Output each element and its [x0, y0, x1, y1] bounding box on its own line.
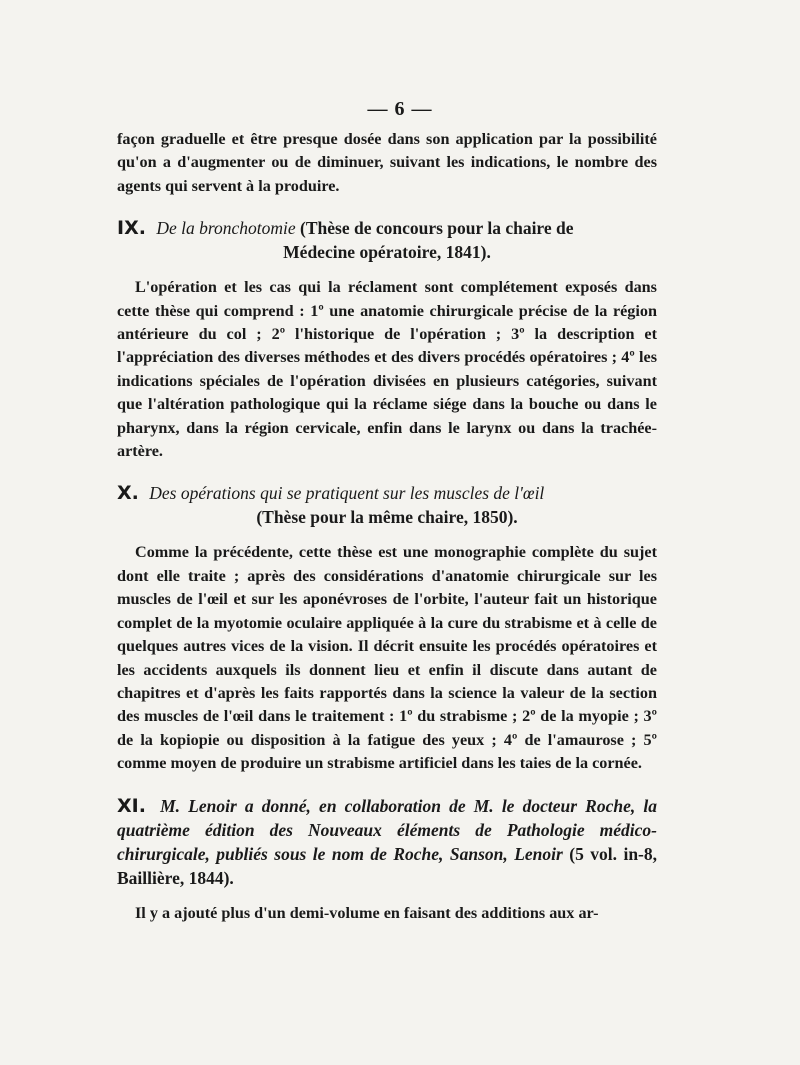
text-column: [117, 128, 657, 925]
section-ix-heading: [117, 216, 657, 240]
section-ix-note-2: Médecine opératoire, 1841).: [283, 242, 491, 263]
page-number: — 6 —: [367, 98, 433, 120]
section-xi-body: Il y a ajouté plus d'un demi-volume en faisant des additions aux ar-: [135, 903, 599, 922]
section-x-note: (Thèse pour la même chaire, 1850).: [256, 507, 518, 528]
intro-paragraph: façon graduelle et être presque dosée dans son application par la possibilité qu'on a d'augmenter ou de diminuer, suivant les indications, le nombre des agents qui servent à la produire.: [117, 130, 657, 195]
section-x: [117, 481, 657, 775]
section-ix-number: IX.: [117, 217, 146, 240]
section-ix: [117, 216, 657, 463]
section-x-heading: [117, 481, 657, 505]
section-xi-number: XI.: [117, 794, 146, 817]
section-ix-note-1: (Thèse de concours pour la chaire de: [300, 218, 574, 239]
section-xi-title: M. Lenoir a donné, en collaboration de M. le docteur Roche, la quatrième édition des Nouveaux éléments de Pathologie médico-chirurgicale, publiés sous le nom de Roche, Sanson, Lenoir: [117, 795, 657, 864]
section-xi-note: (5 vol. in-8, Baillière, 1844).: [117, 843, 658, 888]
section-x-number: X.: [117, 482, 139, 505]
section-ix-title: De la bronchotomie: [156, 218, 296, 239]
section-x-body: Comme la précédente, cette thèse est une monographie complète du sujet dont elle traite ; après des considérations d'anatomie chirurgicale sur les muscles de l'œil et sur les aponévroses de l'orbite, l'auteur fait un historique complet de la myotomie oculaire appliquée à la cure du strabisme et à celle de quelques autres vices de la vision. Il décrit ensuite les procédés opératoires et les accidents auxquels ils donnent lieu et enfin il discute dans autant de chapitres et d'après les faits rapportés dans la science la valeur de la section des muscles de l'œil dans le traitement : 1º du strabisme ; 2º de la myopie ; 3º de la kopiopie ou disposition à la fatigue des yeux ; 4º de l'amaurose ; 5º comme moyen de produire un strabisme artificiel dans les taies de la cornée.: [117, 543, 657, 773]
section-ix-body: L'opération et les cas qui la réclament sont complétement exposés dans cette thèse qui comprend : 1º une anatomie chirurgicale précise de la région antérieure du col ; 2º l'historique de l'opération ; 3º la description et l'appréciation des diverses méthodes et des divers procédés opératoires ; 4º les indications spéciales de l'opération divisées en plusieurs catégories, suivant que l'altération pathologique qui la réclame siége dans la bouche ou dans le pharynx, dans la région cervicale, enfin dans le larynx ou dans la trachée-artère.: [117, 278, 657, 461]
section-xi-heading: [117, 794, 657, 890]
section-x-title: Des opérations qui se pratiquent sur les muscles de l'œil: [149, 483, 545, 504]
section-xi: [117, 794, 657, 925]
